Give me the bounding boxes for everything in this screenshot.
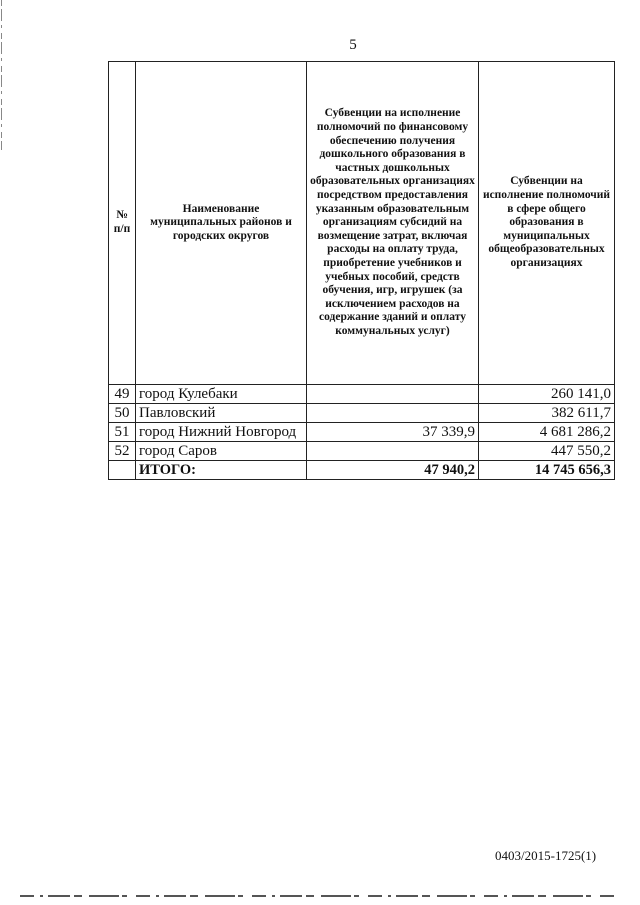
row-name: город Нижний Новгород <box>136 423 307 442</box>
total-row <box>109 461 615 480</box>
table-row <box>109 404 615 423</box>
row-name: город Саров <box>136 442 307 461</box>
subventions-table <box>108 61 615 480</box>
table-row <box>109 442 615 461</box>
row-private-value <box>307 442 479 461</box>
page-number: 5 <box>349 37 357 53</box>
total-general-value: 14 745 656,3 <box>479 461 615 480</box>
row-private-value <box>307 404 479 423</box>
scan-edge-marks <box>0 0 3 150</box>
row-general-value: 4 681 286,2 <box>479 423 615 442</box>
row-name: Павловский <box>136 404 307 423</box>
row-number: 49 <box>109 385 136 404</box>
scan-bottom-marks <box>20 893 620 899</box>
header-subvention-general: Субвенции на исполнение полномочий в сфере общего образования в муниципальных общеобразовательных организациях <box>479 62 615 385</box>
table-row <box>109 385 615 404</box>
total-label: ИТОГО: <box>136 461 307 480</box>
document-code: 0403/2015-1725(1) <box>495 848 597 863</box>
row-private-value: 37 339,9 <box>307 423 479 442</box>
row-private-value <box>307 385 479 404</box>
row-general-value: 447 550,2 <box>479 442 615 461</box>
header-name: Наименование муниципальных районов и городских округов <box>136 62 307 385</box>
header-subvention-private: Субвенции на исполнение полномочий по финансовому обеспечению получения дошкольного образования в частных дошкольных образовательных организациях посредством предоставления указанным образовательным организациям субсидий на возмещение затрат, включая расходы на оплату труда, приобретение учебников и учебных пособий, средств обучения, игр, игрушек (за исключением расходов на содержание зданий и оплату коммунальных услуг) <box>307 62 479 385</box>
total-private-value: 47 940,2 <box>307 461 479 480</box>
row-number: 51 <box>109 423 136 442</box>
row-number: 52 <box>109 442 136 461</box>
row-general-value: 382 611,7 <box>479 404 615 423</box>
row-number: 50 <box>109 404 136 423</box>
row-general-value: 260 141,0 <box>479 385 615 404</box>
row-name: город Кулебаки <box>136 385 307 404</box>
table-row <box>109 423 615 442</box>
table-header-row <box>109 62 615 385</box>
header-number: № п/п <box>109 62 136 385</box>
total-number-cell <box>109 461 136 480</box>
